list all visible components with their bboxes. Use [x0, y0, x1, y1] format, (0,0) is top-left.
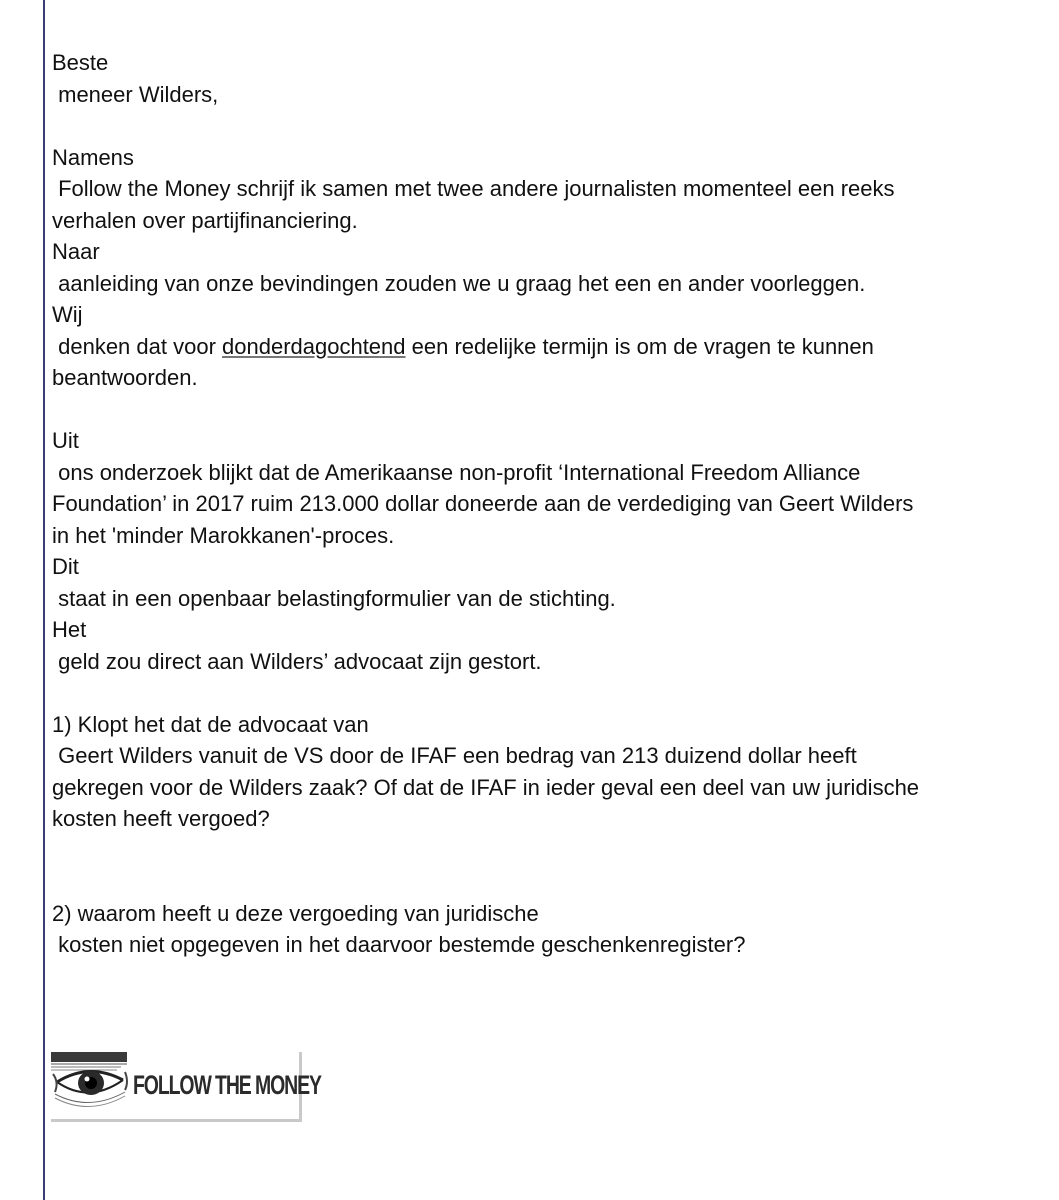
question-line: kosten niet opgegeven in het daarvoor bestemde geschenkenregister? — [52, 932, 746, 957]
question-line: 2) waarom heeft u deze vergoeding van juridische — [52, 900, 539, 926]
date-link[interactable]: donderdagochtend — [222, 333, 406, 359]
paragraph-gap — [52, 866, 1042, 898]
paragraph-gap — [52, 394, 1042, 426]
body-line: aanleiding van onze bevindingen zouden we u graag het een en ander voorleggen. — [52, 270, 866, 296]
body-line: Follow the Money schrijf ik samen met twee andere journalisten momenteel een reeks — [52, 176, 895, 201]
body-line: Namens — [52, 144, 134, 170]
body-line: beantwoorden. — [52, 365, 198, 390]
question-line: gekregen voor de Wilders zaak? Of dat de IFAF in ieder geval een deel van uw juridische — [52, 774, 920, 800]
body-line: geld zou direct aan Wilders’ advocaat zijn gestort. — [52, 648, 542, 674]
body-line: Foundation’ in 2017 ruim 213.000 dollar doneerde aan de verdediging van Geert Wilders — [52, 491, 914, 516]
follow-the-money-logo — [51, 1052, 321, 1122]
body-text: een redelijke termijn is om de vragen te kunnen — [405, 333, 874, 359]
paragraph-gap — [52, 110, 1042, 142]
paragraph-gap — [52, 835, 1042, 867]
quote-bar — [43, 0, 45, 1200]
body-line: Dit — [52, 554, 79, 579]
body-line: Naar — [52, 239, 100, 264]
greeting-line: meneer Wilders, — [52, 81, 219, 107]
question-line: 1) Klopt het dat de advocaat van — [52, 711, 369, 737]
question-line: kosten heeft vergoed? — [52, 806, 270, 831]
body-line: Uit — [52, 428, 79, 453]
logo-wordmark: FOLLOW THE MONEY — [133, 1070, 321, 1100]
body-line — [52, 331, 1042, 363]
greeting-line: Beste — [52, 50, 109, 75]
body-line: Wij — [52, 302, 83, 327]
body-line: verhalen over partijfinanciering. — [52, 207, 358, 233]
question-line: Geert Wilders vanuit de VS door de IFAF een bedrag van 213 duizend dollar heeft — [52, 743, 857, 768]
body-text: denken dat voor — [52, 333, 223, 359]
body-line: ons onderzoek blijkt dat de Amerikaanse non-profit ‘International Freedom Alliance — [52, 459, 861, 485]
email-body — [52, 47, 1042, 961]
eye-icon — [51, 1052, 131, 1118]
paragraph-gap — [52, 677, 1042, 709]
body-line: staat in een openbaar belastingformulier van de stichting. — [52, 585, 616, 611]
body-line: in het 'minder Marokkanen'-proces. — [52, 522, 395, 548]
body-line: Het — [52, 617, 87, 642]
